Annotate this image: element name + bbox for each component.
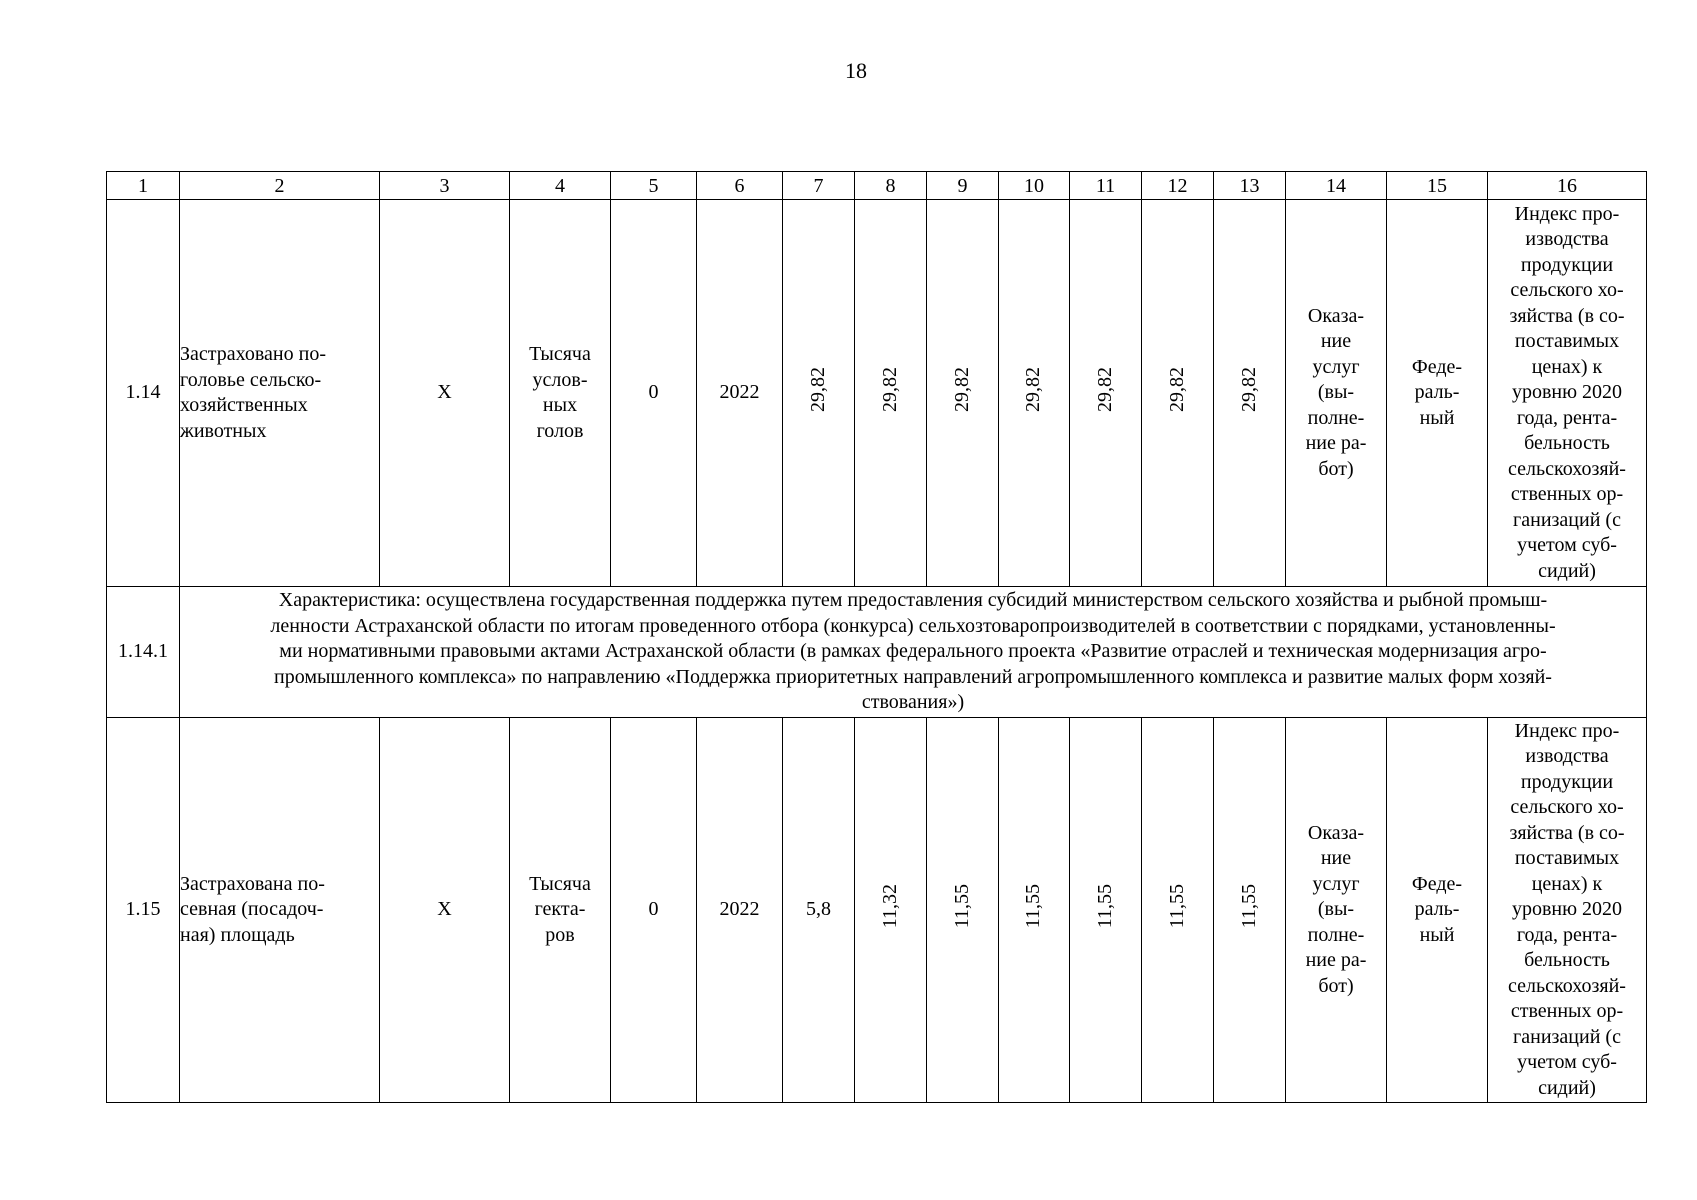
characteristic-text: Характеристика: осуществлена государственная поддержка путем предоставления субсидий министерством сельского хозяйства и рыбной промыш- ленности Астраханской области по итогам проведенного отбора (конкурса) сельхозтоваропроизводителей в соответствии с порядками, установленны- ми нормативными правовыми актами Астраханской области (в рамках федерального проекта «Развитие отраслей и техническая модернизация агро- промышленного комплекса» по направлению «Поддержка приоритетных направлений агропромышленного комплекса и развитие малых форм хозяй- ствования») <box>180 587 1647 718</box>
header-cell: 15 <box>1387 172 1488 200</box>
value-text: 11,55 <box>1022 884 1045 929</box>
linked-indicator: Индекс про- изводства продукции сельского хо- зяйства (в со- поставимых ценах) к уровню 2020 года, рента- бельность сельскохозяй- ственных ор- ганизаций (с учетом суб- сидий) <box>1488 200 1647 587</box>
header-cell: 9 <box>927 172 999 200</box>
value-text: 29,82 <box>1093 366 1116 412</box>
indicator-level: Феде- раль- ный <box>1387 718 1488 1103</box>
value-text: 11,55 <box>1237 884 1260 929</box>
header-cell: 13 <box>1214 172 1286 200</box>
value-cell <box>783 200 855 587</box>
table-row <box>107 200 1647 587</box>
header-cell: 10 <box>999 172 1070 200</box>
base-year: 2022 <box>697 718 783 1103</box>
value-cell <box>999 718 1070 1103</box>
value-text: 11,32 <box>878 884 901 929</box>
value-text: 29,82 <box>1022 366 1045 412</box>
value-text: 29,82 <box>806 366 829 412</box>
indicator-level: Феде- раль- ный <box>1387 200 1488 587</box>
indicator-name: Застраховано по- головье сельско- хозяйственных животных <box>180 200 380 587</box>
row-number: 1.14 <box>107 200 180 587</box>
row-number: 1.14.1 <box>107 587 180 718</box>
page-number: 18 <box>845 58 867 83</box>
value-cell <box>927 718 999 1103</box>
col3-value: X <box>380 718 510 1103</box>
value-text: 29,82 <box>1237 366 1260 412</box>
value-cell <box>1142 718 1214 1103</box>
base-value: 0 <box>611 718 697 1103</box>
base-value: 0 <box>611 200 697 587</box>
value-cell <box>927 200 999 587</box>
value-text: 29,82 <box>878 366 901 412</box>
header-cell: 2 <box>180 172 380 200</box>
unit-cell: Тысяча услов- ных голов <box>510 200 611 587</box>
indicators-table <box>106 171 1647 1103</box>
value-text: 29,82 <box>950 366 973 412</box>
value-cell <box>855 200 927 587</box>
value-cell <box>1142 200 1214 587</box>
unit-cell: Тысяча гекта- ров <box>510 718 611 1103</box>
value-cell <box>999 200 1070 587</box>
value-text: 29,82 <box>1165 366 1188 412</box>
value-text: 11,55 <box>1093 884 1116 929</box>
base-year: 2022 <box>697 200 783 587</box>
value-text: 11,55 <box>950 884 973 929</box>
header-cell: 6 <box>697 172 783 200</box>
header-cell: 8 <box>855 172 927 200</box>
header-cell: 11 <box>1070 172 1142 200</box>
value-cell: 5,8 <box>783 718 855 1103</box>
col3-value: X <box>380 200 510 587</box>
row-number: 1.15 <box>107 718 180 1103</box>
indicator-type: Оказа- ние услуг (вы- полне- ние ра- бот) <box>1286 200 1387 587</box>
characteristic-row <box>107 587 1647 718</box>
header-cell: 5 <box>611 172 697 200</box>
header-cell: 1 <box>107 172 180 200</box>
value-cell <box>855 718 927 1103</box>
value-cell <box>1214 200 1286 587</box>
indicator-type: Оказа- ние услуг (вы- полне- ние ра- бот) <box>1286 718 1387 1103</box>
value-cell <box>1070 718 1142 1103</box>
linked-indicator: Индекс про- изводства продукции сельского хо- зяйства (в со- поставимых ценах) к уровню 2020 года, рента- бельность сельскохозяй- ственных ор- ганизаций (с учетом суб- сидий) <box>1488 718 1647 1103</box>
header-cell: 4 <box>510 172 611 200</box>
header-cell: 14 <box>1286 172 1387 200</box>
table-row <box>107 718 1647 1103</box>
header-cell: 7 <box>783 172 855 200</box>
value-text: 11,55 <box>1165 884 1188 929</box>
header-cell: 12 <box>1142 172 1214 200</box>
header-cell: 16 <box>1488 172 1647 200</box>
value-cell <box>1214 718 1286 1103</box>
header-cell: 3 <box>380 172 510 200</box>
indicator-name: Застрахована по- севная (посадоч- ная) площадь <box>180 718 380 1103</box>
header-row <box>107 172 1647 200</box>
value-cell <box>1070 200 1142 587</box>
